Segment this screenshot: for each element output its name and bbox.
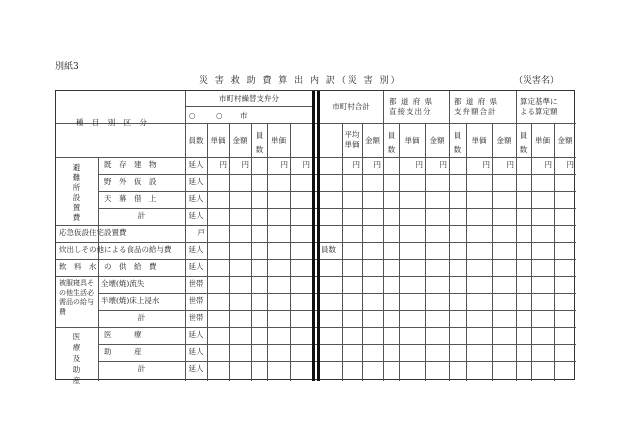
unit-person-days-2: 延人 [188, 177, 204, 186]
unit-households-1: 世帯 [188, 279, 204, 288]
row-medical: 医 療 [104, 330, 142, 339]
pref-total-header: 都 道 府 県 支弁額合計 [454, 97, 499, 116]
row-medical-subtotal: 計 [137, 364, 146, 373]
medical-group-label: 医療及助産 [72, 332, 81, 385]
row-outdoor-temp: 野 外 仮 設 [104, 177, 157, 186]
category-header: 種 目 別 区 分 [76, 118, 151, 127]
yen-8: 円 [439, 160, 447, 169]
circle-2: ○ [216, 111, 223, 120]
calc-amount-header: 算定基準に よる算定額 [520, 97, 558, 116]
unit-price-header-1: 単価 [210, 136, 226, 145]
amount-header-5: 金額 [496, 136, 512, 145]
unit-person-days-7: 延人 [188, 330, 204, 339]
goods-group-label: 被服寝具その他生活必需品の給与費 [59, 279, 94, 316]
unit-price-header-2: 単価 [271, 136, 286, 145]
person-count-header-5: 員数 [519, 131, 528, 154]
yen-4: 円 [302, 160, 310, 169]
yen-7: 円 [415, 160, 423, 169]
document-label: 別紙3 [55, 62, 79, 72]
disaster-name: （災害名） [514, 76, 560, 86]
unit-units-count: 戸 [197, 228, 205, 237]
yen-6: 円 [373, 160, 381, 169]
row-existing-building: 既 存 建 物 [104, 160, 157, 169]
row-food-supply: 炊出しその他による食品の給与費 [59, 245, 172, 254]
relief-cost-table [55, 90, 575, 385]
person-count-header-3: 員数 [387, 131, 396, 154]
row-water-supply: 飲 料 水 の 供 給 費 [59, 262, 157, 271]
shelter-group-label: 避難所設置費 [72, 163, 81, 222]
row-goods-subtotal: 計 [137, 313, 146, 322]
row-temp-housing: 応急仮設住宅設置費 [59, 228, 127, 237]
row-shelter-subtotal: 計 [137, 211, 146, 220]
unit-price-header-3: 単価 [404, 136, 420, 145]
yen-10: 円 [506, 160, 514, 169]
amount-header-1: 金額 [232, 136, 248, 145]
yen-2: 円 [241, 160, 249, 169]
unit-person-days-3: 延人 [188, 194, 204, 203]
pref-direct-header: 都 道 府 県 直接支出分 [389, 97, 434, 116]
yen-9: 円 [482, 160, 490, 169]
person-count-header-1: 員数 [188, 136, 204, 145]
unit-person-days-6: 延人 [188, 262, 204, 271]
yen-11: 円 [544, 160, 552, 169]
row-midwifery: 助 産 [104, 347, 142, 356]
row-half-loss: 半壊(焼)床上浸水 [101, 296, 160, 305]
row-total-loss: 全壊(焼)流失 [101, 279, 145, 288]
unit-person-days-4: 延人 [188, 211, 204, 220]
municipal-transfer-header: 市町村繰替支弁分 [219, 94, 279, 103]
person-count-header-2: 員数 [255, 131, 264, 154]
yen-12: 円 [566, 160, 574, 169]
unit-person-days-5: 延人 [188, 245, 204, 254]
unit-person-days-1: 延人 [188, 160, 204, 169]
unit-price-header-5: 単価 [535, 136, 550, 145]
row-tent-rental: 天 幕 借 上 [104, 194, 157, 203]
municipal-total-header: 市町村合計 [332, 102, 370, 111]
yen-1: 円 [219, 160, 227, 169]
unit-person-days-8: 延人 [188, 347, 204, 356]
yen-5: 円 [352, 160, 360, 169]
person-count-header-4: 員数 [453, 131, 462, 154]
avg-unit-price-header: 平均 単価 [344, 130, 360, 149]
unit-price-header-4: 単価 [471, 136, 487, 145]
persons-count-food: 員数 [321, 245, 336, 254]
unit-person-days-9: 延人 [188, 364, 204, 373]
circle-1: ○ [189, 111, 196, 120]
yen-3: 円 [280, 160, 288, 169]
unit-households-3: 世帯 [188, 313, 204, 322]
amount-header-6: 金額 [557, 136, 573, 145]
city-label: 市 [240, 111, 248, 120]
document-title: 災 害 救 助 費 算 出 内 訳（災 害 別） [199, 76, 402, 86]
unit-households-2: 世帯 [188, 296, 204, 305]
amount-header-3: 金額 [365, 136, 380, 145]
amount-header-4: 金額 [429, 136, 445, 145]
